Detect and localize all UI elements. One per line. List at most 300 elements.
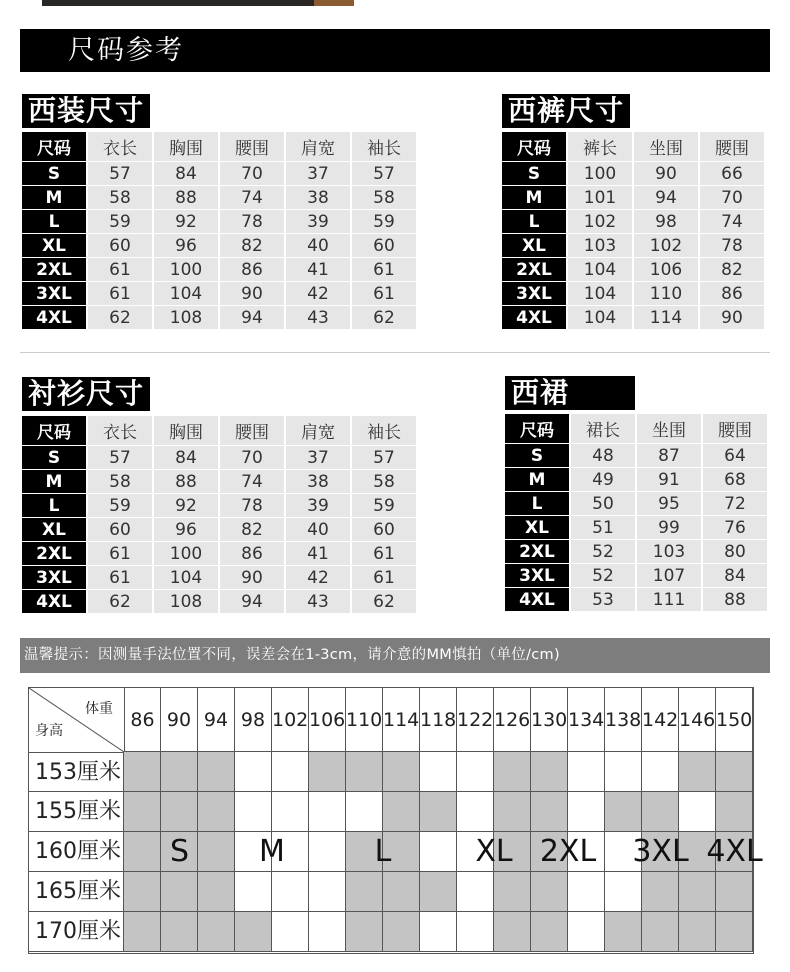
table-row xyxy=(22,306,416,329)
size-region-label: 2XL xyxy=(539,834,597,869)
size-grid-cell xyxy=(124,912,161,952)
shirt-value-cell: 42 xyxy=(286,566,350,589)
suit-size-cell: 2XL xyxy=(22,258,86,281)
size-grid-cell xyxy=(346,872,383,912)
suit-value-cell: 42 xyxy=(286,282,350,305)
corner-weight-label: 体重 xyxy=(85,701,113,717)
skirt-value-cell: 84 xyxy=(703,564,767,587)
table-row xyxy=(502,258,764,281)
table-row xyxy=(22,186,416,209)
shirt-value-cell: 60 xyxy=(88,518,152,541)
size-grid-cell xyxy=(272,752,309,792)
weight-label: 94 xyxy=(203,709,229,731)
size-grid-cell xyxy=(124,872,161,912)
shirt-value-cell: 60 xyxy=(352,518,416,541)
skirt-value-cell: 52 xyxy=(571,564,635,587)
size-grid-cell xyxy=(457,872,494,912)
skirt-header-cell: 尺码 xyxy=(505,414,569,443)
table-row xyxy=(22,162,416,185)
skirt-size-cell: 3XL xyxy=(505,564,569,587)
shirt-value-cell: 74 xyxy=(220,470,284,493)
weight-label: 90 xyxy=(166,709,192,731)
table-row xyxy=(502,282,764,305)
suit-size-cell: M xyxy=(22,186,86,209)
measurement-tip: 温馨提示：因测量手法位置不同，误差会在1-3cm，请介意的MM慎拍（单位/cm) xyxy=(20,638,770,673)
weight-header-cell xyxy=(420,688,457,752)
shirt-value-cell: 59 xyxy=(88,494,152,517)
size-region-label: L xyxy=(374,834,392,869)
table-row xyxy=(505,444,767,467)
suit-header-cell: 袖长 xyxy=(352,132,416,161)
suit-value-cell: 108 xyxy=(154,306,218,329)
table-row xyxy=(505,564,767,587)
weight-label: 138 xyxy=(605,709,642,731)
suit-value-cell: 84 xyxy=(154,162,218,185)
suit-value-cell: 57 xyxy=(352,162,416,185)
weight-header-cell xyxy=(457,688,494,752)
size-grid-cell xyxy=(457,912,494,952)
height-row-label: 170厘米 xyxy=(29,912,124,952)
size-grid-cell xyxy=(494,872,531,912)
skirt-value-cell: 53 xyxy=(571,588,635,611)
suit-size-cell: S xyxy=(22,162,86,185)
suit-value-cell: 61 xyxy=(88,282,152,305)
table-row xyxy=(22,518,416,541)
size-grid-cell xyxy=(642,872,679,912)
weight-header-cell xyxy=(272,688,309,752)
shirt-value-cell: 104 xyxy=(154,566,218,589)
suit-header-cell: 胸围 xyxy=(154,132,218,161)
size-grid-cell xyxy=(568,752,605,792)
weight-header-cell xyxy=(161,688,198,752)
shirt-value-cell: 41 xyxy=(286,542,350,565)
table-row xyxy=(505,492,767,515)
size-grid-cell xyxy=(235,872,272,912)
size-grid-cell xyxy=(531,752,568,792)
suit-value-cell: 78 xyxy=(220,210,284,233)
trousers-value-cell: 114 xyxy=(634,306,698,329)
size-grid-cell xyxy=(716,872,753,912)
suit-value-cell: 70 xyxy=(220,162,284,185)
shirt-size-cell: S xyxy=(22,446,86,469)
skirt-header-cell: 腰围 xyxy=(703,414,767,443)
weight-header-cell xyxy=(124,688,161,752)
shirt-value-cell: 62 xyxy=(352,590,416,613)
size-grid-cell xyxy=(531,792,568,832)
trousers-value-cell: 101 xyxy=(568,186,632,209)
trousers-value-cell: 104 xyxy=(568,258,632,281)
weight-label: 146 xyxy=(679,709,716,731)
skirt-value-cell: 48 xyxy=(571,444,635,467)
shirt-value-cell: 70 xyxy=(220,446,284,469)
trousers-value-cell: 94 xyxy=(634,186,698,209)
skirt-size-title: 西裙 xyxy=(505,376,635,410)
size-grid-cell xyxy=(124,752,161,792)
shirt-value-cell: 61 xyxy=(352,542,416,565)
size-grid-cell xyxy=(346,912,383,952)
size-grid-cell xyxy=(457,792,494,832)
size-grid-cell xyxy=(346,792,383,832)
suit-value-cell: 59 xyxy=(88,210,152,233)
shirt-header-cell: 肩宽 xyxy=(286,416,350,445)
table-row xyxy=(22,566,416,589)
table-row xyxy=(502,210,764,233)
size-grid-cell xyxy=(272,792,309,832)
shirt-size-title: 衬衫尺寸 xyxy=(22,377,150,411)
shirt-header-cell: 袖长 xyxy=(352,416,416,445)
shirt-header-cell: 衣长 xyxy=(88,416,152,445)
skirt-value-cell: 95 xyxy=(637,492,701,515)
weight-label: 150 xyxy=(716,709,753,731)
table-row xyxy=(505,588,767,611)
size-grid-cell xyxy=(198,872,235,912)
skirt-size-cell: M xyxy=(505,468,569,491)
trousers-value-cell: 86 xyxy=(700,282,764,305)
weight-label: 130 xyxy=(531,709,568,731)
size-grid-cell xyxy=(531,872,568,912)
suit-value-cell: 74 xyxy=(220,186,284,209)
suit-value-cell: 104 xyxy=(154,282,218,305)
size-grid-cell xyxy=(494,752,531,792)
suit-size-cell: 3XL xyxy=(22,282,86,305)
size-grid-cell xyxy=(161,912,198,952)
size-grid-cell xyxy=(198,912,235,952)
shirt-value-cell: 84 xyxy=(154,446,218,469)
table-row xyxy=(502,306,764,329)
skirt-size-cell: 2XL xyxy=(505,540,569,563)
height-row-label: 153厘米 xyxy=(29,752,124,792)
skirt-header-cell: 坐围 xyxy=(637,414,701,443)
skirt-header-cell: 裙长 xyxy=(571,414,635,443)
shirt-value-cell: 38 xyxy=(286,470,350,493)
trousers-value-cell: 106 xyxy=(634,258,698,281)
shirt-size-cell: L xyxy=(22,494,86,517)
weight-header-cell xyxy=(716,688,753,752)
suit-value-cell: 62 xyxy=(352,306,416,329)
shirt-value-cell: 100 xyxy=(154,542,218,565)
size-grid-cell xyxy=(161,792,198,832)
size-region-label: XL xyxy=(475,834,513,869)
size-grid-cell xyxy=(420,912,457,952)
height-row-label: 165厘米 xyxy=(29,872,124,912)
skirt-value-cell: 51 xyxy=(571,516,635,539)
size-grid-cell xyxy=(161,872,198,912)
suit-size-table xyxy=(20,131,418,330)
size-grid-cell xyxy=(309,792,346,832)
shirt-value-cell: 58 xyxy=(352,470,416,493)
skirt-size-table xyxy=(503,413,769,612)
size-grid-cell xyxy=(642,792,679,832)
shirt-size-table xyxy=(20,415,418,614)
suit-value-cell: 61 xyxy=(88,258,152,281)
size-grid-cell xyxy=(161,752,198,792)
skirt-value-cell: 111 xyxy=(637,588,701,611)
trousers-size-title: 西裤尺寸 xyxy=(502,94,630,128)
suit-size-cell: XL xyxy=(22,234,86,257)
table-row xyxy=(22,446,416,469)
skirt-value-cell: 68 xyxy=(703,468,767,491)
skirt-value-cell: 88 xyxy=(703,588,767,611)
skirt-value-cell: 99 xyxy=(637,516,701,539)
size-grid-cell xyxy=(309,872,346,912)
skirt-value-cell: 49 xyxy=(571,468,635,491)
size-region-label: M xyxy=(259,834,285,869)
weight-label: 110 xyxy=(346,709,383,731)
weight-label: 98 xyxy=(240,709,266,731)
trousers-size-cell: 2XL xyxy=(502,258,566,281)
trousers-header-cell: 腰围 xyxy=(700,132,764,161)
size-grid-cell xyxy=(642,752,679,792)
shirt-value-cell: 92 xyxy=(154,494,218,517)
suit-value-cell: 92 xyxy=(154,210,218,233)
size-grid-cell xyxy=(605,752,642,792)
trousers-value-cell: 74 xyxy=(700,210,764,233)
suit-value-cell: 40 xyxy=(286,234,350,257)
trousers-value-cell: 90 xyxy=(634,162,698,185)
table-row xyxy=(505,468,767,491)
skirt-value-cell: 107 xyxy=(637,564,701,587)
skirt-value-cell: 64 xyxy=(703,444,767,467)
skirt-value-cell: 50 xyxy=(571,492,635,515)
suit-value-cell: 60 xyxy=(352,234,416,257)
suit-value-cell: 88 xyxy=(154,186,218,209)
suit-value-cell: 59 xyxy=(352,210,416,233)
table-row xyxy=(22,258,416,281)
size-grid-cell xyxy=(642,912,679,952)
trousers-header-cell: 坐围 xyxy=(634,132,698,161)
trousers-value-cell: 103 xyxy=(568,234,632,257)
shirt-value-cell: 62 xyxy=(88,590,152,613)
size-grid-cell xyxy=(605,912,642,952)
suit-size-title: 西装尺寸 xyxy=(22,94,150,128)
skirt-size-cell: S xyxy=(505,444,569,467)
table-row xyxy=(22,542,416,565)
trousers-value-cell: 82 xyxy=(700,258,764,281)
suit-value-cell: 37 xyxy=(286,162,350,185)
height-row-label: 155厘米 xyxy=(29,792,124,832)
size-grid-cell xyxy=(272,872,309,912)
size-grid-cell xyxy=(272,912,309,952)
suit-value-cell: 43 xyxy=(286,306,350,329)
suit-value-cell: 96 xyxy=(154,234,218,257)
size-grid-cell xyxy=(383,752,420,792)
size-grid-cell xyxy=(716,912,753,952)
suit-header-cell: 腰围 xyxy=(220,132,284,161)
trousers-value-cell: 104 xyxy=(568,282,632,305)
trousers-value-cell: 70 xyxy=(700,186,764,209)
size-grid-cell xyxy=(605,872,642,912)
shirt-value-cell: 96 xyxy=(154,518,218,541)
trousers-value-cell: 102 xyxy=(568,210,632,233)
table-row xyxy=(22,590,416,613)
size-grid-cell xyxy=(679,792,716,832)
size-grid-cell xyxy=(420,752,457,792)
size-reference-banner: 尺码参考 xyxy=(20,29,770,72)
suit-size-cell: L xyxy=(22,210,86,233)
weight-header-cell xyxy=(198,688,235,752)
shirt-value-cell: 108 xyxy=(154,590,218,613)
weight-header-cell xyxy=(642,688,679,752)
skirt-value-cell: 87 xyxy=(637,444,701,467)
shirt-value-cell: 88 xyxy=(154,470,218,493)
trousers-value-cell: 110 xyxy=(634,282,698,305)
weight-label: 114 xyxy=(383,709,420,731)
trousers-value-cell: 78 xyxy=(700,234,764,257)
size-grid-cell xyxy=(346,752,383,792)
weight-label: 102 xyxy=(272,709,309,731)
trousers-size-cell: M xyxy=(502,186,566,209)
shirt-value-cell: 86 xyxy=(220,542,284,565)
height-row-label: 160厘米 xyxy=(29,832,124,872)
trousers-size-cell: S xyxy=(502,162,566,185)
shirt-value-cell: 58 xyxy=(88,470,152,493)
size-grid-cell xyxy=(679,872,716,912)
size-grid-cell xyxy=(494,912,531,952)
skirt-size-cell: 4XL xyxy=(505,588,569,611)
height-weight-size-chart xyxy=(28,687,763,954)
trousers-value-cell: 102 xyxy=(634,234,698,257)
size-grid-cell xyxy=(716,752,753,792)
shirt-value-cell: 82 xyxy=(220,518,284,541)
size-grid-cell xyxy=(457,752,494,792)
skirt-value-cell: 80 xyxy=(703,540,767,563)
trousers-size-table xyxy=(500,131,766,330)
trousers-value-cell: 98 xyxy=(634,210,698,233)
weight-label: 86 xyxy=(130,709,155,731)
shirt-value-cell: 78 xyxy=(220,494,284,517)
weight-label: 106 xyxy=(309,709,346,731)
table-row xyxy=(502,186,764,209)
trousers-value-cell: 90 xyxy=(700,306,764,329)
suit-value-cell: 39 xyxy=(286,210,350,233)
size-grid-cell xyxy=(420,872,457,912)
size-grid-cell xyxy=(383,912,420,952)
trousers-value-cell: 100 xyxy=(568,162,632,185)
trousers-size-cell: XL xyxy=(502,234,566,257)
shirt-value-cell: 57 xyxy=(88,446,152,469)
weight-header-cell xyxy=(568,688,605,752)
shirt-header-cell: 尺码 xyxy=(22,416,86,445)
shirt-value-cell: 61 xyxy=(88,566,152,589)
suit-value-cell: 94 xyxy=(220,306,284,329)
table-row xyxy=(22,234,416,257)
shirt-header-cell: 胸围 xyxy=(154,416,218,445)
size-grid-cell xyxy=(383,872,420,912)
weight-label: 118 xyxy=(420,709,457,731)
shirt-value-cell: 43 xyxy=(286,590,350,613)
size-grid-cell xyxy=(309,752,346,792)
skirt-value-cell: 91 xyxy=(637,468,701,491)
size-grid-cell xyxy=(309,912,346,952)
table-row xyxy=(502,162,764,185)
size-grid-cell xyxy=(605,792,642,832)
trousers-value-cell: 104 xyxy=(568,306,632,329)
shirt-value-cell: 59 xyxy=(352,494,416,517)
suit-value-cell: 57 xyxy=(88,162,152,185)
shirt-header-cell: 腰围 xyxy=(220,416,284,445)
skirt-value-cell: 72 xyxy=(703,492,767,515)
suit-size-cell: 4XL xyxy=(22,306,86,329)
size-region-label: S xyxy=(169,834,190,869)
size-grid-cell xyxy=(716,792,753,832)
shirt-value-cell: 90 xyxy=(220,566,284,589)
weight-header-cell xyxy=(531,688,568,752)
size-grid-cell xyxy=(531,912,568,952)
size-grid-cell xyxy=(235,792,272,832)
size-region-label: 4XL xyxy=(706,834,763,869)
shirt-size-cell: 3XL xyxy=(22,566,86,589)
suit-value-cell: 100 xyxy=(154,258,218,281)
trousers-header-cell: 裤长 xyxy=(568,132,632,161)
weight-label: 134 xyxy=(568,709,605,731)
shirt-value-cell: 57 xyxy=(352,446,416,469)
top-image-strip xyxy=(42,0,354,6)
shirt-value-cell: 40 xyxy=(286,518,350,541)
size-grid-cell xyxy=(383,792,420,832)
shirt-value-cell: 61 xyxy=(352,566,416,589)
suit-header-cell: 尺码 xyxy=(22,132,86,161)
weight-header-cell xyxy=(235,688,272,752)
suit-value-cell: 82 xyxy=(220,234,284,257)
shirt-size-cell: 2XL xyxy=(22,542,86,565)
shirt-value-cell: 39 xyxy=(286,494,350,517)
suit-value-cell: 58 xyxy=(352,186,416,209)
skirt-value-cell: 76 xyxy=(703,516,767,539)
weight-header-cell xyxy=(309,688,346,752)
skirt-value-cell: 52 xyxy=(571,540,635,563)
corner-height-label: 身高 xyxy=(35,723,63,739)
shirt-size-cell: 4XL xyxy=(22,590,86,613)
table-row xyxy=(505,540,767,563)
shirt-value-cell: 37 xyxy=(286,446,350,469)
suit-value-cell: 41 xyxy=(286,258,350,281)
suit-value-cell: 60 xyxy=(88,234,152,257)
shirt-value-cell: 94 xyxy=(220,590,284,613)
table-row xyxy=(505,516,767,539)
suit-value-cell: 38 xyxy=(286,186,350,209)
weight-header-cell xyxy=(494,688,531,752)
weight-header-cell xyxy=(605,688,642,752)
trousers-header-cell: 尺码 xyxy=(502,132,566,161)
table-row xyxy=(22,282,416,305)
size-grid-cell xyxy=(124,792,161,832)
table-row xyxy=(22,210,416,233)
size-grid-cell xyxy=(679,752,716,792)
suit-header-cell: 衣长 xyxy=(88,132,152,161)
suit-value-cell: 62 xyxy=(88,306,152,329)
suit-value-cell: 61 xyxy=(352,258,416,281)
section-divider xyxy=(20,352,770,353)
size-grid-cell xyxy=(198,752,235,792)
suit-header-cell: 肩宽 xyxy=(286,132,350,161)
size-grid-cell xyxy=(568,912,605,952)
size-grid-cell xyxy=(235,752,272,792)
table-row xyxy=(22,470,416,493)
size-grid-cell xyxy=(568,792,605,832)
trousers-size-cell: L xyxy=(502,210,566,233)
skirt-size-cell: XL xyxy=(505,516,569,539)
weight-label: 126 xyxy=(494,709,531,731)
trousers-size-cell: 3XL xyxy=(502,282,566,305)
weight-header-cell xyxy=(679,688,716,752)
trousers-size-cell: 4XL xyxy=(502,306,566,329)
size-grid-cell xyxy=(198,792,235,832)
weight-label: 122 xyxy=(457,709,494,731)
trousers-value-cell: 66 xyxy=(700,162,764,185)
weight-header-cell xyxy=(383,688,420,752)
suit-value-cell: 61 xyxy=(352,282,416,305)
skirt-size-cell: L xyxy=(505,492,569,515)
